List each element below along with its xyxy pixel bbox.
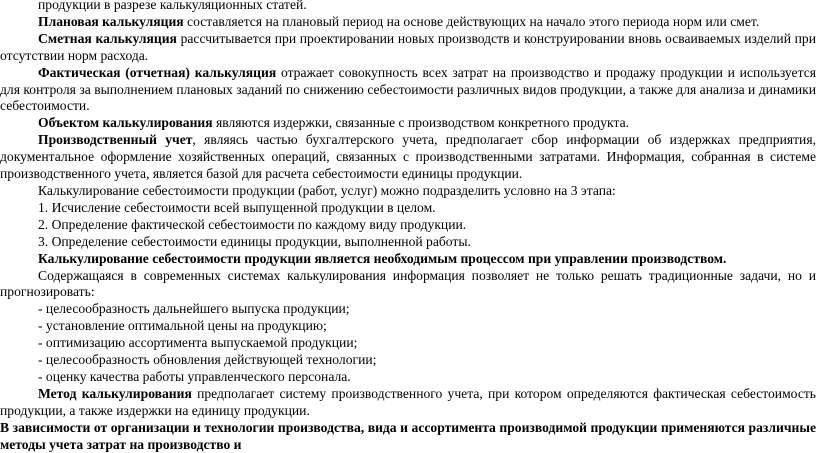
- list-item-stage: 2. Определение фактической себестоимости по каждому виду продукции.: [38, 216, 467, 232]
- paragraph-final-bold: [0, 420, 816, 453]
- paragraph-production-accounting: [0, 132, 816, 183]
- list-item-forecast: - оценку качества работы управленческого персонала.: [38, 368, 351, 384]
- final-bold-text: В зависимости от организации и технологии производства, вида и ассортимента производимой продукции применяются различные методы учета затрат на производство и: [0, 419, 816, 452]
- text-estimate-costing: рассчитывается при проектировании новых производств и конструировании вновь осваиваемых изделий при отсутствии норм расхода.: [0, 30, 816, 63]
- list-item-stage: 3. Определение себестоимости единицы продукции, выполненной работы.: [38, 233, 471, 249]
- term-actual-costing: Фактическая (отчетная) калькуляция: [38, 64, 277, 80]
- term-planned-costing: Плановая калькуляция: [38, 13, 184, 29]
- text-costing-method: предполагает систему производственного учета, при котором определяются фактическая себестоимость продукции, а также издержки на единицу продукции.: [0, 385, 816, 418]
- paragraph-costing-object: [0, 115, 816, 132]
- paragraph-estimate-costing: [0, 31, 816, 65]
- list-item-forecast: - оптимизацию ассортимента выпускаемой продукции;: [38, 335, 358, 351]
- list-item-stage: 1. Исчисление себестоимости всей выпущенной продукции в целом.: [38, 199, 436, 215]
- paragraph-stages-intro: Калькулирование себестоимости продукции (работ, услуг) можно подразделить условно на 3 этапа:: [38, 182, 616, 198]
- bold-statement: Калькулирование себестоимости продукции является необходимым процессом при управлении производством.: [38, 250, 727, 266]
- paragraph-actual-costing: [0, 65, 816, 116]
- list-item-forecast: - целесообразность дальнейшего выпуска продукции;: [38, 301, 350, 317]
- term-costing-method: Метод калькулирования: [38, 385, 192, 401]
- text-actual-costing: отражает совокупность всех затрат на производство и продажу продукции и используется для контроля за выполнением плановых заданий по снижению себестоимости различных видов продукции, а также для анализа и динамики себестоимости.: [0, 64, 816, 114]
- text-production-accounting: , являясь частью бухгалтерского учета, предполагает сбор информации об издержках предприятия, документальное оформление хозяйственных операций, связанных с производственными затратами. Информация, собранная в системе производственного учета, является базой для расчета себестоимости единицы продукции.: [0, 132, 816, 182]
- text-planned-costing: составляется на плановый период на основе действующих на начало этого периода норм или смет.: [183, 13, 760, 29]
- paragraph-costing-method: [0, 386, 816, 420]
- paragraph-planned-costing: [0, 14, 816, 31]
- paragraph-continuation: продукции в разрезе калькуляционных статей.: [38, 0, 307, 12]
- term-production-accounting: Производственный учет: [38, 132, 193, 148]
- term-costing-object: Объектом калькулирования: [38, 115, 213, 131]
- term-estimate-costing: Сметная калькуляция: [38, 30, 177, 46]
- list-item-forecast: - целесообразность обновления действующей технологии;: [38, 352, 377, 368]
- text-costing-object: являются издержки, связанные с производством конкретного продукта.: [212, 115, 630, 131]
- list-item-forecast: - установление оптимальной цены на продукцию;: [38, 318, 327, 334]
- paragraph-bold-statement: [0, 251, 816, 268]
- paragraph-forecast-intro: Содержащаяся в современных системах калькулирования информация позволяет не только решать традиционные задачи, но и прогнозировать:: [0, 267, 816, 300]
